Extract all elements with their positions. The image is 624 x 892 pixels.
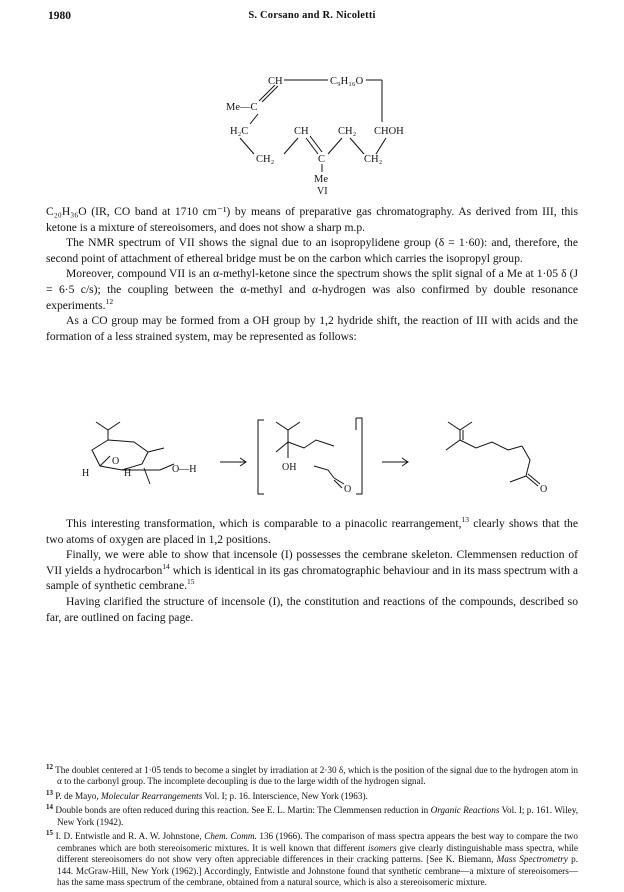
bond-h2c-ch2 xyxy=(240,138,254,154)
double-bond-b xyxy=(259,85,275,101)
mid-lower-chain xyxy=(314,466,334,478)
left-h-label: H xyxy=(82,468,90,479)
body-upper xyxy=(46,204,578,344)
footnote-12 xyxy=(46,762,578,788)
paragraph-5-text-a: This interesting transformation, which is comparable to a pinacolic rearrangement, xyxy=(66,517,462,530)
bracket-right xyxy=(356,418,362,494)
atom-ch2-left: CH₂ xyxy=(256,154,275,165)
footnote-14 xyxy=(46,802,579,828)
mid-isopropyl xyxy=(276,422,300,430)
scheme-intermediate xyxy=(258,418,362,495)
footnote-15 xyxy=(46,828,579,888)
page-header xyxy=(48,10,576,28)
paragraph-3-text: Moreover, compound VII is an α-methyl-ketone since the spectrum shows the split signal of a Me at 1·05 δ (J = 6·5 c/s); the coupling between the α-methyl and α-hydrogen was also confirmed by double resonance experiments. xyxy=(46,267,578,312)
right-methyl xyxy=(510,476,526,482)
reaction-arrow-1 xyxy=(220,458,246,466)
right-chain-2 xyxy=(522,446,530,476)
paragraph-6-text-b: which is identical in its gas chromatographic behaviour and in its mass spectrum with a sample of synthetic cembrane. xyxy=(46,563,578,593)
left-bridge xyxy=(100,456,110,466)
paragraph-1-text: (IR, CO band at 1710 cm⁻¹) by means of preparative gas chromatography. As derived from III, this ketone is a mixture of stereoisomers, and does not show a sharp m.p. xyxy=(46,205,578,234)
atom-me-c: Me—C xyxy=(226,102,258,113)
right-chain xyxy=(446,440,522,450)
double-bond-a xyxy=(262,86,278,102)
body-lower xyxy=(46,516,578,625)
paragraph-6-text-a: Finally, we were able to show that incensole (I) possesses the cembrane skeleton. Clemmensen reduction of VII yields a hydrocarbon xyxy=(46,548,578,577)
paragraph-5-text-b: clearly shows that the two atoms of oxygen are placed in 1,2 positions. xyxy=(46,517,578,546)
footnote-text: P. de Mayo, xyxy=(55,790,101,801)
atom-ch2-mid: CH₂ xyxy=(338,126,357,137)
bond-ch-c-a xyxy=(306,138,318,154)
paragraph-6 xyxy=(46,547,578,594)
paragraph-7: Having clarified the structure of incensole (I), the constitution and reactions of the compounds, described so far, are outlined on facing page. xyxy=(46,594,578,624)
bond-choh-ch2 xyxy=(376,138,386,154)
ref-12: 12 xyxy=(105,296,114,306)
footnote-journal: Chem. Comm. xyxy=(204,831,257,842)
bond-ch-c-b xyxy=(310,136,322,152)
footnote-text: I. D. Entwistle and R. A. W. Johnstone, xyxy=(55,831,205,842)
footnote-number: 12 xyxy=(46,763,53,771)
atom-ch-top: CH xyxy=(268,76,283,87)
ref-13: 13 xyxy=(461,515,469,525)
footnote-text: Vol. I; p. 16. Interscience, New York (1963). xyxy=(202,790,368,801)
left-oh-label: O—H xyxy=(172,464,197,475)
structure-vi-diagram xyxy=(200,70,440,196)
page-number: 1980 xyxy=(48,10,71,22)
scheme-left-molecule xyxy=(82,422,196,484)
footnote-book-title: Molecular Rearrangements xyxy=(100,790,203,801)
reaction-scheme xyxy=(52,408,572,508)
mid-oh-label: OH xyxy=(282,462,297,473)
ref-15: 15 xyxy=(187,577,195,587)
footnote-italic-isomers: isomers xyxy=(367,842,397,853)
footnote-text: The doublet centered at 1·05 tends to become a singlet by irradiation at 2·30 δ, which is the position of the signal due to the hydrogen atom in α to the carbonyl group. The incomplete decoupling is due to the large width of the hydrogen signal. xyxy=(55,765,578,787)
paragraph-5 xyxy=(46,516,578,547)
atom-ch-mid: CH xyxy=(294,126,309,137)
footnote-text: give clearly distinguishable mass spectra, while different stereoisomers do not show very often appreciable differences in their cracking patterns. [See K. Biemann, xyxy=(57,842,579,865)
atom-me-bottom: Me xyxy=(314,174,328,185)
footnote-number: 13 xyxy=(46,788,53,797)
bracket-left xyxy=(258,420,264,494)
reaction-arrow-2 xyxy=(382,458,408,466)
footnote-text: 136 (1966). The comparison of mass spectra appears the best way to compare the two cembranes which are both stereoisomeric mixtures. It is well known that different xyxy=(57,831,579,853)
right-o-label: O xyxy=(540,484,548,495)
footnote-text: p. 144. McGraw-Hill, New York (1962).] Accordingly, Entwistle and Johnstone found that synthetic cembrane—a mixture of stereoisomers—has the same mass spectrum of the cembrane, obtained from a natural source, which is also a stereoisomeric mixture. xyxy=(57,854,578,887)
scheme-right-molecule xyxy=(446,422,547,495)
paragraph-2: The NMR spectrum of VII shows the signal due to an isopropylidene group (δ = 1·60): and, therefore, the second point of attachment of ethereal bridge must be on the carbon which carries the isopropyl group. xyxy=(46,236,578,265)
mid-o-label: O xyxy=(344,484,352,495)
formula-c20h36o: C₂₀H₃₆O xyxy=(46,205,87,218)
bond-ch2-ch2 xyxy=(350,138,364,154)
bond-ch2-ch xyxy=(284,138,298,154)
footnote-number: 14 xyxy=(46,803,53,812)
left-sidechain xyxy=(148,448,164,452)
atom-h2c: H₂C xyxy=(230,126,249,137)
right-isopropylidene xyxy=(448,422,472,430)
footnote-text: Vol. I; p. 161. Wiley, New York (1942). xyxy=(57,805,579,827)
left-h-ring-label: H xyxy=(124,468,132,479)
mid-co-bond-2 xyxy=(334,480,342,488)
paragraph-1 xyxy=(46,204,578,235)
footnote-text: Double bonds are often reduced during this reaction. See E. L. Martin: The Clemmensen reduction in xyxy=(55,805,431,816)
ref-14: 14 xyxy=(162,561,170,571)
paragraph-4: As a CO group may be formed from a OH group by 1,2 hydride shift, the reaction of III with acids and the formation of a less strained system, may be represented as follows: xyxy=(46,314,578,343)
structure-label-vi: VI xyxy=(317,186,328,196)
atom-c9h16o: C₉H₁₆O xyxy=(330,76,364,87)
footnote-number: 15 xyxy=(46,829,53,838)
paragraph-3 xyxy=(46,266,578,313)
left-o-ring-label: O xyxy=(112,456,120,467)
bond-c-h2c xyxy=(250,114,258,124)
running-head: S. Corsano and R. Nicoletti xyxy=(248,10,376,21)
atom-choh: CHOH xyxy=(374,126,404,137)
footnote-13 xyxy=(46,788,578,802)
mid-chain xyxy=(276,440,334,452)
footnote-book-title: Mass Spectrometry xyxy=(496,854,568,865)
left-top-isopropyl xyxy=(96,422,120,430)
atom-ch2-right: CH₂ xyxy=(364,154,383,165)
footnote-book-title: Organic Reactions xyxy=(430,805,500,816)
footnotes xyxy=(46,762,578,888)
bond-c-ch2 xyxy=(328,138,342,154)
atom-c-center: C xyxy=(318,154,326,165)
